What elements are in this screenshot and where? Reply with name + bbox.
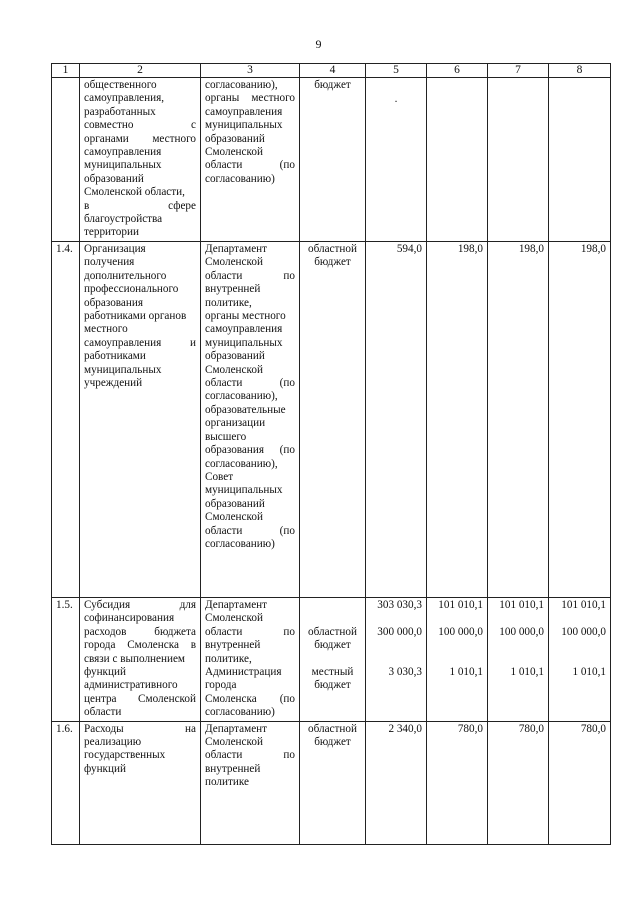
measure-name-cell: общественного самоуправления, разработанных совместно с органами местного самоуправления муниципальных образований Смоленской области, в сфере благоустройства территории <box>80 78 201 242</box>
executor-cell: Департамент Смоленской области по внутренней политике, органы местного самоуправления муниципальных образований Смоленской области (по согласованию), образовательные организации высшего образования (по согласованию), Совет муниципальных образований Смоленской области (по согласованию) <box>201 242 300 598</box>
page-number: 9 <box>315 37 322 51</box>
row-number-cell <box>52 78 80 242</box>
amount-year-cell: 198,0 <box>549 242 611 598</box>
row-number-cell: 1.4. <box>52 242 80 598</box>
amount-year-cell: 101 010,1 100 000,0 1 010,1 <box>488 598 549 722</box>
column-number-cell: 3 <box>201 64 300 78</box>
table-row <box>52 721 611 844</box>
amount-total-cell: 303 030,3 300 000,0 3 030,3 <box>366 598 427 722</box>
amount-year-cell: 198,0 <box>488 242 549 598</box>
amount-year-cell <box>488 78 549 242</box>
table-row <box>52 78 611 242</box>
stray-mark: . <box>394 93 398 105</box>
funding-source-cell: областной бюджет местный бюджет <box>300 598 366 722</box>
funding-source-cell: областной бюджет <box>300 242 366 598</box>
column-number-cell: 6 <box>427 64 488 78</box>
funding-source-cell: бюджет <box>300 78 366 242</box>
amount-year-cell <box>427 78 488 242</box>
measure-name-cell: Расходы на реализацию государственных функций <box>80 721 201 844</box>
amount-total-cell <box>366 78 427 242</box>
amount-year-cell: 198,0 <box>427 242 488 598</box>
column-number-cell: 7 <box>488 64 549 78</box>
row-number-cell: 1.5. <box>52 598 80 722</box>
amount-year-cell <box>549 78 611 242</box>
budget-table <box>51 63 611 845</box>
column-number-cell: 4 <box>300 64 366 78</box>
column-number-cell: 1 <box>52 64 80 78</box>
column-number-cell: 2 <box>80 64 201 78</box>
measure-name-cell: Субсидия для софинансирования расходов бюджета города Смоленска в связи с выполнением функций административного центра Смоленской области <box>80 598 201 722</box>
executor-cell: согласованию), органы местного самоуправления муниципальных образований Смоленской области (по согласованию) <box>201 78 300 242</box>
column-number-header-row <box>52 64 611 78</box>
row-number-cell: 1.6. <box>52 721 80 844</box>
funding-source-cell: областной бюджет <box>300 721 366 844</box>
amount-year-cell: 101 010,1 100 000,0 1 010,1 <box>427 598 488 722</box>
amount-total-cell: 594,0 <box>366 242 427 598</box>
measure-name-cell: Организация получения дополнительного профессионального образования работниками органов местного самоуправления и работниками муниципальных учреждений <box>80 242 201 598</box>
column-number-cell: 5 <box>366 64 427 78</box>
column-number-cell: 8 <box>549 64 611 78</box>
table-row <box>52 598 611 722</box>
executor-cell: Департамент Смоленской области по внутренней политике <box>201 721 300 844</box>
amount-year-cell: 780,0 <box>427 721 488 844</box>
executor-cell: Департамент Смоленской области по внутренней политике, Администрация города Смоленска (по согласованию) <box>201 598 300 722</box>
amount-year-cell: 780,0 <box>549 721 611 844</box>
table-row <box>52 242 611 598</box>
amount-total-cell: 2 340,0 <box>366 721 427 844</box>
amount-year-cell: 101 010,1 100 000,0 1 010,1 <box>549 598 611 722</box>
amount-year-cell: 780,0 <box>488 721 549 844</box>
